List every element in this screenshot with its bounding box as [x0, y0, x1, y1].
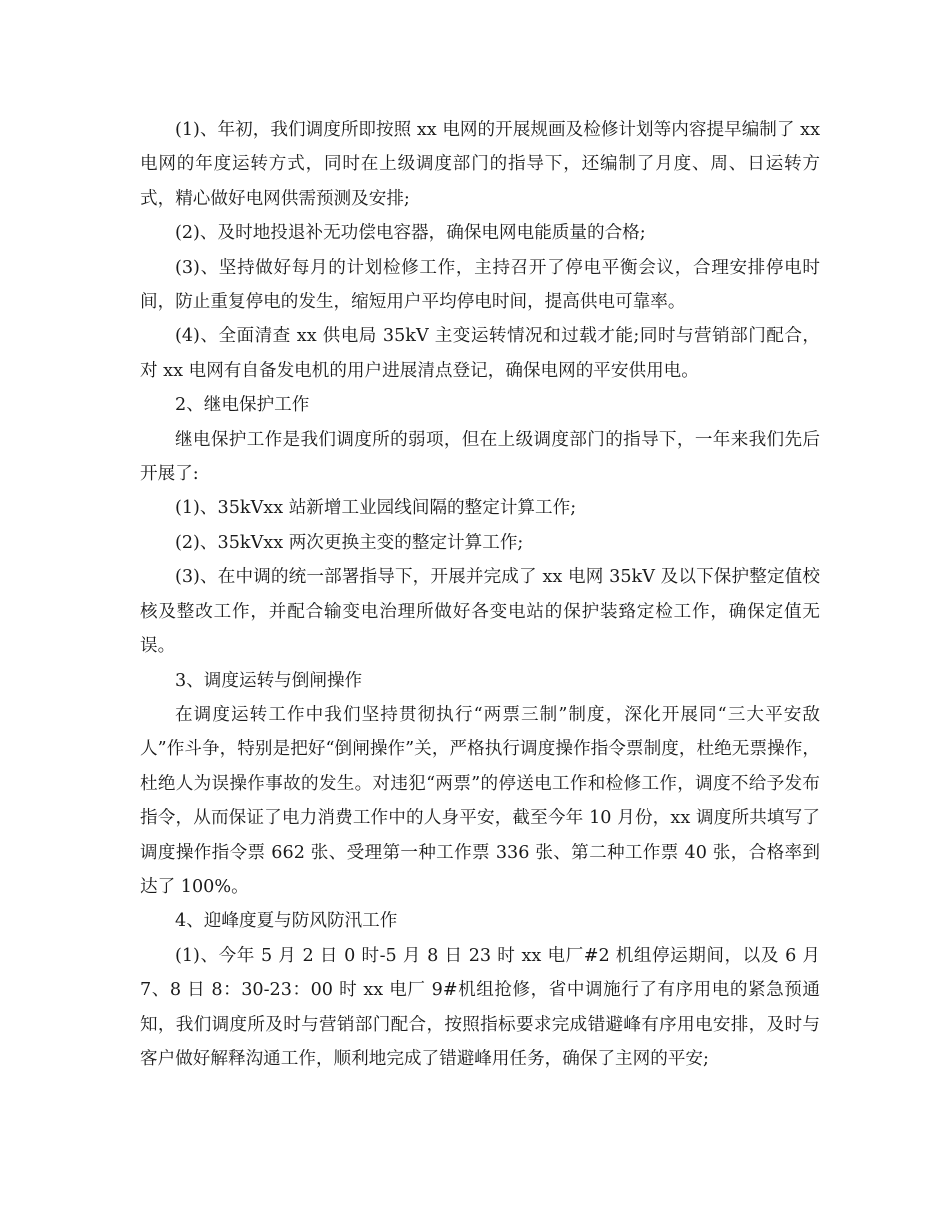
section-heading-dispatch-operation: 3、调度运转与倒闸操作	[175, 670, 363, 691]
document-body	[140, 113, 820, 1076]
paragraph-6: (1)、35kVxx 站新增工业园线间隔的整定计算工作;	[175, 498, 577, 519]
paragraph-7: (2)、35kVxx 两次更换主变的整定计算工作;	[175, 532, 524, 553]
paragraph-3: (3)、坚持做好每月的计划检修工作，主持召开了停电平衡会议，合理安排停电时间，防止重复停电的发生，缩短用户平均停电时间，提高供电可靠率。	[140, 257, 820, 313]
paragraph-1: (1)、年初，我们调度所即按照 xx 电网的开展规画及检修计划等内容提早编制了 xx 电网的年度运转方式，同时在上级调度部门的指导下，还编制了月度、周、日运转方式，精心做好电网供需预测及安排;	[140, 120, 820, 209]
section-heading-peak-summer: 4、迎峰度夏与防风防汛工作	[175, 911, 398, 932]
paragraph-2: (2)、及时地投退补无功偿电容器，确保电网电能质量的合格;	[175, 223, 646, 244]
paragraph-8: (3)、在中调的统一部署指导下，开展并完成了 xx 电网 35kV 及以下保护整定值校核及整改工作，并配合输变电治理所做好各变电站的保护装臵定检工作，确保定值无误。	[140, 567, 820, 657]
paragraph-5: 继电保护工作是我们调度所的弱项，但在上级调度部门的指导下，一年来我们先后开展了:	[140, 429, 820, 485]
section-heading-relay-protection: 2、继电保护工作	[175, 395, 310, 416]
paragraph-10: (1)、今年 5 月 2 日 0 时-5 月 8 日 23 时 xx 电厂#2 机组停运期间，以及 6 月 7、8 日 8：30-23：00 时 xx 电厂 9#机组抢修，省中调施行了有序用电的紧急预通知，我们调度所及时与营销部门配合，按照指标要求完成错避峰有序用电安排，及时与客户做好解释沟通工作，顺利地完成了错避峰用任务，确保了主网的平安;	[140, 945, 820, 1069]
paragraph-9: 在调度运转工作中我们坚持贯彻执行“两票三制”制度，深化开展同“三大平安敌人”作斗争，特别是把好“倒闸操作”关，严格执行调度操作指令票制度，杜绝无票操作，杜绝人为误操作事故的发生。对违犯“两票”的停送电工作和检修工作，调度不给予发布指令，从而保证了电力消费工作中的人身平安，截至今年 10 月份，xx 调度所共填写了调度操作指令票 662 张、受理第一种工作票 336 张、第二种工作票 40 张，合格率到达了 100%。	[140, 704, 820, 897]
paragraph-4: (4)、全面清查 xx 供电局 35kV 主变运转情况和过载才能;同时与营销部门配合，对 xx 电网有自备发电机的用户进展清点登记，确保电网的平安供用电。	[140, 326, 820, 381]
